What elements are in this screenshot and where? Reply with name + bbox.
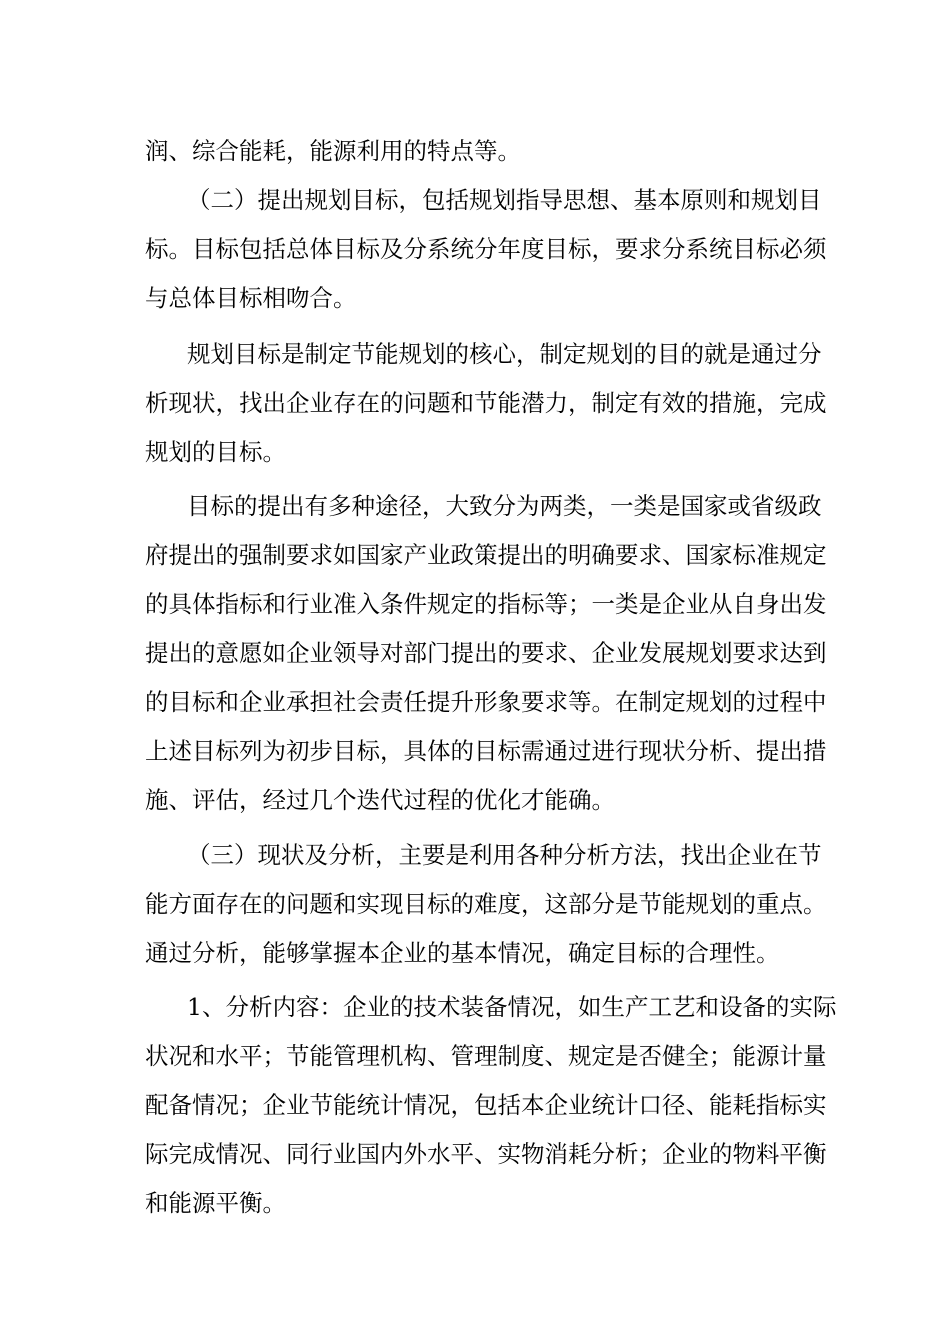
text-line: 和能源平衡。 [145,1189,286,1217]
text-line: 能方面存在的问题和实现目标的难度，这部分是节能规划的重点。 [145,890,827,918]
text-line: 目标的提出有多种途径，大致分为两类，一类是国家或省级政 [187,492,822,520]
text-line: 与总体目标相吻合。 [145,284,357,312]
text-line: 的具体指标和行业准入条件规定的指标等；一类是企业从自身出发 [145,590,827,618]
section-heading-2: （二）提出规划目标，包括规划指导思想、基本原则和规划目 [187,186,822,214]
list-item-heading: 1、分析内容：企业的技术装备情况，如生产工艺和设备的实际 [187,993,837,1021]
text-line: 际完成情况、同行业国内外水平、实物消耗分析；企业的物料平衡 [145,1140,827,1168]
section-heading-3: （三）现状及分析，主要是利用各种分析方法，找出企业在节 [187,841,822,869]
text-line: 府提出的强制要求如国家产业政策提出的明确要求、国家标准规定 [145,541,827,569]
text-line: 施、评估，经过几个迭代过程的优化才能确。 [145,786,615,814]
text-line: 通过分析，能够掌握本企业的基本情况，确定目标的合理性。 [145,939,780,967]
text-line: 提出的意愿如企业领导对部门提出的要求、企业发展规划要求达到 [145,639,827,667]
text-line: 析现状，找出企业存在的问题和节能潜力，制定有效的措施，完成 [145,389,827,417]
text-line: 状况和水平；节能管理机构、管理制度、规定是否健全；能源计量 [145,1042,827,1070]
text-line: 配备情况；企业节能统计情况，包括本企业统计口径、能耗指标实 [145,1091,827,1119]
text-line: 上述目标列为初步目标，具体的目标需通过进行现状分析、提出措 [145,737,827,765]
text-line: 规划目标是制定节能规划的核心，制定规划的目的就是通过分 [187,340,822,368]
text-line: 规划的目标。 [145,438,286,466]
text-line: 润、综合能耗，能源利用的特点等。 [145,137,521,165]
text-line: 的目标和企业承担社会责任提升形象要求等。在制定规划的过程中 [145,688,827,716]
text-line: 标。目标包括总体目标及分系统分年度目标，要求分系统目标必须 [145,235,827,263]
